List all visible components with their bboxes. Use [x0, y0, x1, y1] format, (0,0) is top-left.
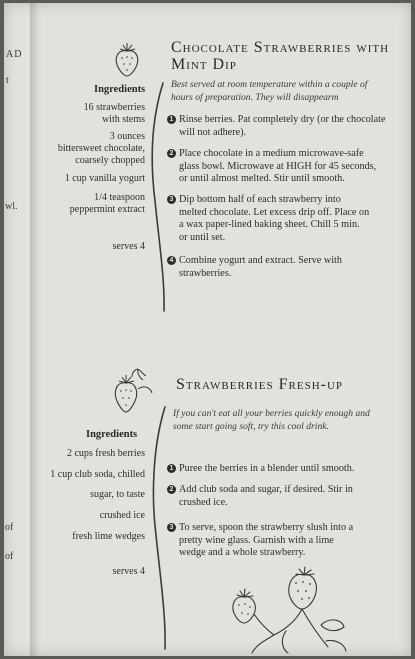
recipe2-intro-line: If you can't eat all your berries quickly enough and: [173, 408, 370, 419]
left-page-fragment: t: [6, 75, 9, 86]
recipe1-title: Chocolate Strawberries with Mint Dip: [171, 39, 390, 73]
recipe2-step: 2 Add club soda and sugar, if desired. Stir in crushed ice.: [179, 484, 407, 509]
step-number-badge: 3: [167, 195, 176, 204]
step-number-badge: 1: [167, 464, 176, 473]
step-number-badge: 2: [167, 485, 176, 494]
left-page-fragment: of: [5, 522, 14, 533]
recipe2-step: 1 Puree the berries in a blender until smooth.: [179, 463, 407, 476]
recipe2-intro-line: some start going soft, try this cool drink.: [173, 420, 329, 432]
recipe1-step: 3 Dip bottom half of each strawberry into melted chocolate. Let excess drip off. Place on a wax paper-lined baking sheet. Chill 5 min. or until set.: [179, 194, 407, 244]
recipe1-ingredient: 16 strawberries with stems: [83, 102, 145, 125]
recipe1-intro: [171, 79, 407, 104]
recipe2-ingredient: sugar, to taste: [90, 489, 145, 500]
recipe1-step: 1 Rinse berries. Pat completely dry (or the chocolate will not adhere).: [179, 114, 407, 139]
page-binding-shadow: [30, 3, 44, 656]
recipe1-step: 2 Place chocolate in a medium microwave-safe glass bowl. Microwave at HIGH for 45 seconds, or until almost melted. Stir until smooth.: [179, 148, 407, 186]
recipe1-serves: serves 4: [112, 241, 145, 252]
step-number-badge: 3: [167, 523, 176, 532]
recipe2-ingredient: 2 cups fresh berries: [66, 448, 145, 459]
strawberry-icon: [112, 41, 142, 77]
left-page-fragment: AD: [6, 49, 23, 60]
recipe1-ingredient: 1 cup vanilla yogurt: [64, 173, 145, 184]
step-number-badge: 2: [167, 149, 176, 158]
strawberry-plant-illustration: [226, 565, 376, 655]
recipe1-ingredient: 1/4 teaspoon peppermint extract: [69, 192, 145, 215]
recipe2-ingredients-heading: Ingredients: [86, 429, 138, 440]
recipe2-intro: [173, 408, 409, 433]
step-number-badge: 1: [167, 115, 176, 124]
recipe1-intro-line: hours of preparation. They will disappearm: [171, 91, 339, 103]
step-number-badge: 4: [167, 256, 176, 265]
recipe1-step: 4 Combine yogurt and extract. Serve with strawberries.: [179, 255, 407, 280]
recipe2-ingredient: crushed ice: [99, 510, 145, 521]
recipe1-intro-line: Best served at room temperature within a couple of: [171, 79, 368, 90]
recipe2-serves: serves 4: [112, 566, 145, 577]
recipe2-ingredient: fresh lime wedges: [72, 531, 145, 542]
cookbook-page: [4, 3, 411, 656]
recipe2-ingredient: 1 cup club soda, chilled: [50, 469, 145, 480]
left-page-fragment: wl.: [5, 201, 18, 212]
recipe1-ingredient: 3 ounces bittersweet chocolate, coarsely chopped: [57, 131, 145, 166]
left-page-fragment: of: [5, 551, 14, 562]
recipe2-step: 3 To serve, spoon the strawberry slush into a pretty wine glass. Garnish with a lime wedge and a whole strawberry.: [179, 522, 407, 560]
recipe2-title: Strawberries Fresh-up: [176, 376, 344, 393]
recipe1-ingredients-heading: Ingredients: [94, 84, 146, 95]
